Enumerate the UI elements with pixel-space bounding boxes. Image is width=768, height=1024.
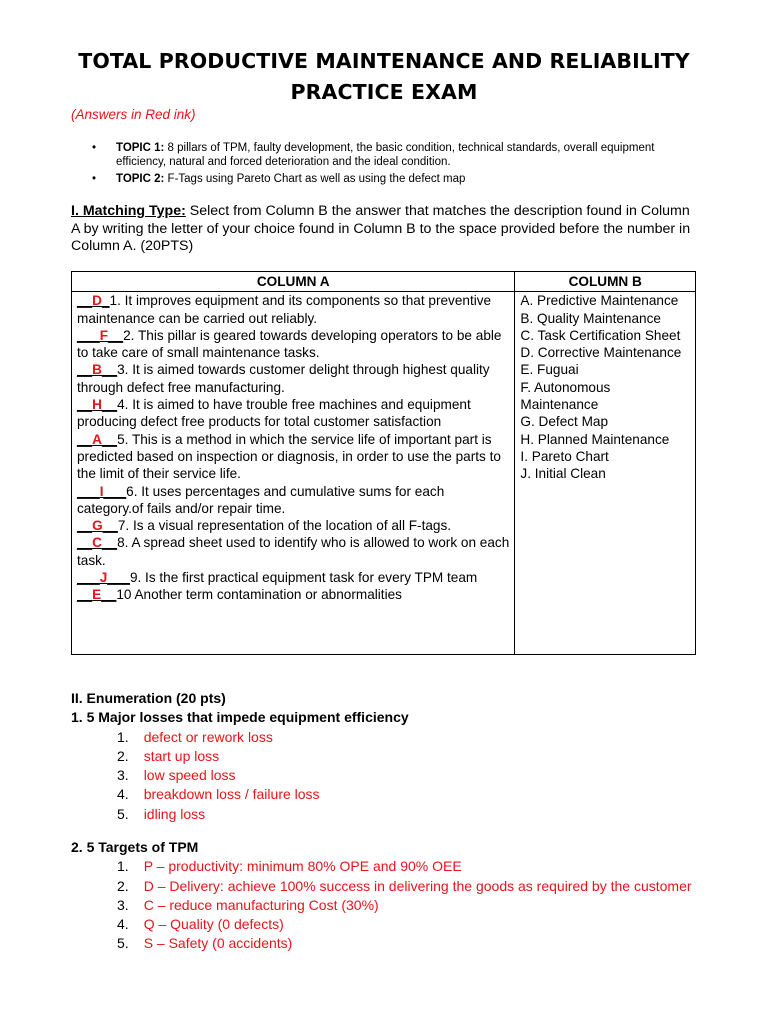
answer-text: C – reduce manufacturing Cost (30%): [143, 896, 379, 913]
question-item: [77, 431, 509, 483]
choice-item: G. Defect Map: [520, 414, 609, 430]
item-number: 1.: [117, 728, 129, 745]
question-item: [77, 517, 509, 534]
answer-blank: ___: [107, 570, 130, 586]
matching-table: [71, 271, 696, 655]
answer-blank: __: [101, 431, 118, 447]
enumeration-question-2: 2. 5 Targets of TPM: [71, 839, 199, 855]
answer-letter: I: [99, 483, 104, 499]
enumeration-heading: II. Enumeration (20 pts): [71, 690, 226, 706]
column-b-header: COLUMN B: [515, 272, 696, 292]
question-item: [77, 534, 509, 569]
item-number: 4.: [117, 786, 129, 803]
list-item: [71, 896, 711, 915]
item-number: 5.: [117, 935, 129, 952]
question-item: [77, 569, 509, 586]
answer-letter: G: [92, 518, 103, 534]
answer-letter: J: [99, 570, 108, 586]
enumeration-question-1: 1. 5 Major losses that impede equipment efficiency: [71, 709, 409, 726]
question-item: [77, 327, 509, 362]
choice-item: H. Planned Maintenance: [520, 431, 670, 447]
choice-item: A. Predictive Maintenance: [520, 293, 679, 309]
question-text: 8. A spread sheet used to identify who is allowed to work on each task.: [77, 535, 510, 568]
item-number: 3.: [117, 767, 129, 784]
choice-item: B. Quality Maintenance: [520, 310, 661, 326]
answer-blank: __: [77, 535, 93, 551]
matching-heading: I. Matching Type:: [71, 203, 186, 219]
answer-text: P – productivity: minimum 80% OPE and 90% OEE: [143, 858, 462, 875]
answer-blank: __: [102, 518, 118, 534]
exam-title-line-2: PRACTICE EXAM: [290, 80, 478, 104]
bullet-icon: •: [92, 173, 97, 185]
list-item: [71, 915, 711, 934]
answer-blank: ___: [77, 327, 100, 343]
answer-blank: __: [101, 397, 118, 413]
answer-blank: __: [101, 587, 117, 603]
list-item: [71, 728, 711, 747]
question-text: 4. It is aimed to have trouble free machines and equipment producing defect free products for total customer satisfaction: [77, 397, 471, 430]
topic-label: TOPIC 1:: [116, 142, 165, 154]
answer-letter: C: [92, 535, 102, 551]
item-number: 3.: [117, 896, 129, 913]
answer-letter: B: [92, 362, 102, 378]
answer-blank: _: [101, 293, 110, 309]
item-number: 5.: [117, 805, 129, 822]
topic-text: 8 pillars of TPM, faulty development, the basic condition, technical standards, overall equipment efficiency, natural and forced deterioration and the ideal condition.: [116, 142, 655, 168]
choice-item: D. Corrective Maintenance: [520, 345, 682, 361]
answer-text: S – Safety (0 accidents): [143, 935, 293, 952]
item-number: 2.: [117, 877, 129, 894]
question-text: 6. It uses percentages and cumulative sums for each category.of fails and/or repair time.: [77, 483, 445, 516]
list-item: [71, 766, 711, 785]
answer-letter: E: [92, 587, 102, 603]
answer-blank: __: [77, 397, 93, 413]
item-number: 4.: [117, 916, 129, 933]
topic-item: [92, 141, 702, 169]
column-a-cell: [72, 292, 515, 655]
item-number: 2.: [117, 747, 129, 764]
answer-blank: __: [108, 327, 124, 343]
question-item: [77, 586, 509, 603]
question-text: 9. Is the first practical equipment task for every TPM team: [129, 570, 478, 586]
question-item: [77, 361, 509, 396]
question-text: 1. It improves equipment and its components so that preventive maintenance can be carried out reliably.: [77, 293, 492, 326]
answer-text: low speed loss: [143, 767, 236, 784]
answer-letter: H: [92, 397, 102, 413]
list-item: [71, 934, 711, 953]
list-item: [71, 857, 711, 876]
enumeration-answer-list: [71, 857, 711, 953]
answer-blank: ___: [77, 483, 100, 499]
choice-item: I. Pareto Chart: [520, 448, 609, 464]
list-item: [71, 785, 711, 804]
choice-item: J. Initial Clean: [520, 466, 606, 482]
question-text: 7. Is a visual representation of the location of all F-tags.: [117, 518, 452, 534]
answer-blank: __: [77, 362, 93, 378]
choice-item: F. Autonomous Maintenance: [520, 379, 611, 413]
answer-text: breakdown loss / failure loss: [143, 786, 320, 803]
answer-blank: __: [77, 293, 93, 309]
topic-label: TOPIC 2:: [116, 173, 165, 185]
item-number: 1.: [117, 858, 129, 875]
topic-text: F-Tags using Pareto Chart as well as using the defect map: [164, 173, 466, 185]
answer-text: start up loss: [143, 747, 220, 764]
question-text: 2. This pillar is geared towards developing operators to be able to take care of small maintenance tasks.: [77, 327, 502, 361]
choice-item: C. Task Certification Sheet: [520, 327, 681, 343]
answer-letter: A: [92, 431, 102, 447]
answer-letter: D: [92, 293, 102, 309]
answer-blank: __: [77, 518, 93, 534]
bullet-icon: •: [92, 142, 97, 154]
question-text: 10 Another term contamination or abnormalities: [116, 587, 402, 603]
answer-blank: __: [77, 587, 93, 603]
question-item: [77, 396, 509, 431]
matching-instructions: [71, 203, 701, 256]
answer-letter: F: [99, 327, 108, 343]
answer-blank: __: [101, 535, 118, 551]
question-item: [77, 483, 509, 518]
choice-item: E. Fuguai: [520, 362, 579, 378]
answer-blank: __: [77, 431, 93, 447]
answer-blank: ___: [77, 570, 100, 586]
answer-blank: __: [101, 362, 118, 378]
list-item: [71, 805, 711, 824]
question-text: 3. It is aimed towards customer delight through highest quality through defect free manufacturing.: [77, 362, 490, 395]
list-item: [71, 877, 711, 896]
topic-list: [92, 141, 702, 189]
column-a-header: COLUMN A: [72, 272, 515, 292]
answer-text: idling loss: [143, 805, 206, 822]
column-b-cell: [515, 292, 696, 655]
enumeration-section-1: [71, 689, 711, 824]
answer-blank: ___: [103, 483, 127, 499]
enumeration-section-2: [71, 838, 711, 954]
matching-instructions-text: Select from Column B the answer that matches the description found in Column A by writing the letter of your choice found in Column B to the space provided before the number in Column A. (20PTS): [71, 203, 691, 254]
answer-text: D – Delivery: achieve 100% success in delivering the goods as required by the customer: [143, 877, 692, 894]
exam-title-line-1: TOTAL PRODUCTIVE MAINTENANCE AND RELIABILITY: [78, 49, 690, 73]
list-item: [71, 747, 711, 766]
question-text: 5. This is a method in which the service life of important part is predicted based on inspection or diagnosis, in order to use the parts to the limit of their service life.: [77, 431, 501, 482]
topic-item: [92, 172, 702, 186]
answer-text: defect or rework loss: [143, 728, 273, 745]
enumeration-answer-list: [71, 728, 711, 824]
question-item: [77, 292, 509, 327]
answers-note: (Answers in Red ink): [71, 107, 196, 122]
answer-text: Q – Quality (0 defects): [143, 916, 284, 933]
